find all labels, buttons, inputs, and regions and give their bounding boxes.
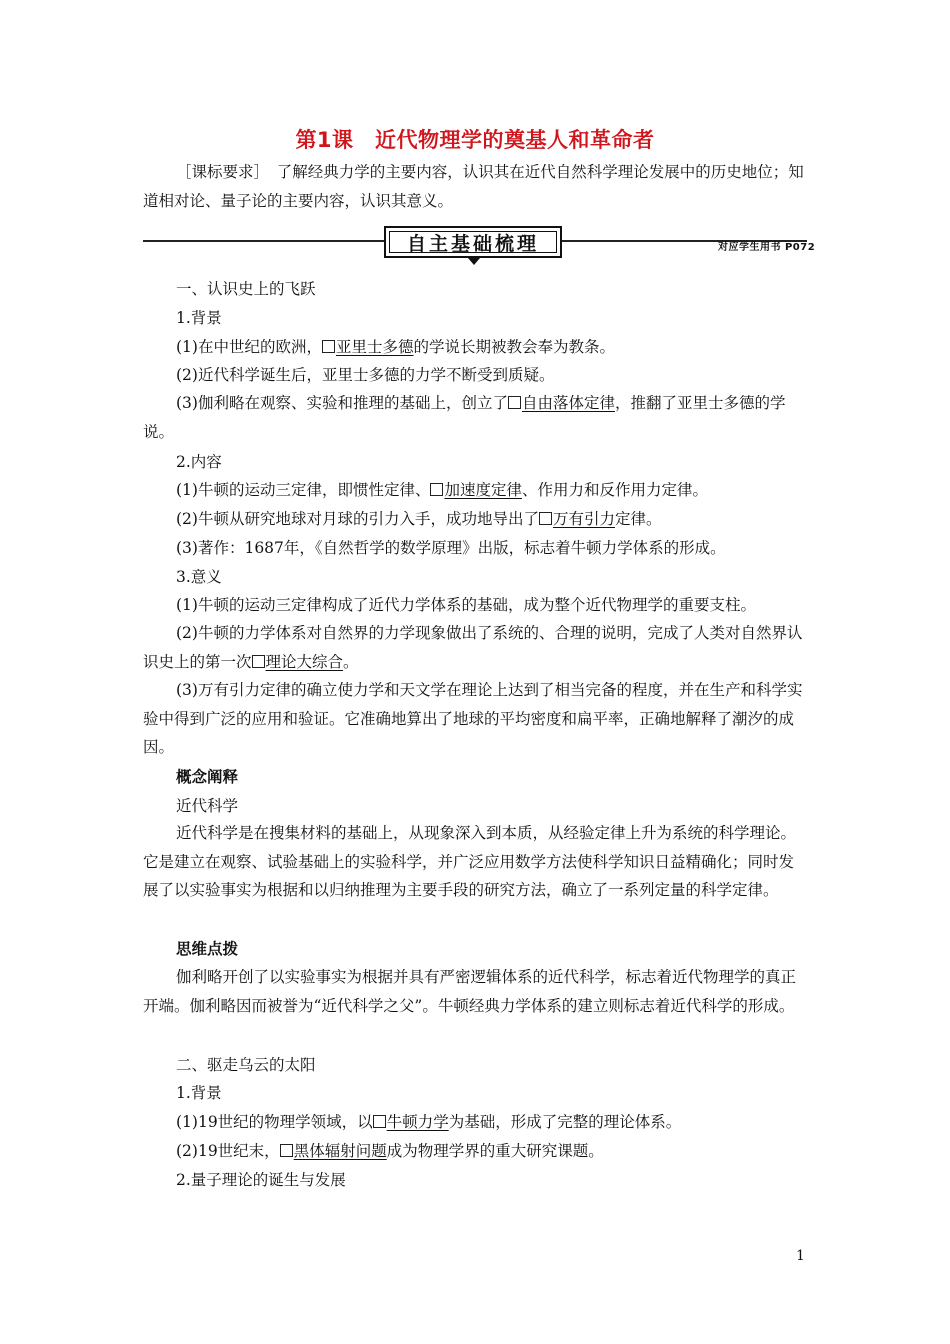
page-number: 1 — [796, 1248, 805, 1264]
blank-box-icon — [252, 655, 265, 668]
concept-heading: 概念阐释 — [176, 768, 239, 786]
section-banner — [384, 226, 562, 258]
answer-blank: 黑体辐射问题 — [293, 1142, 387, 1160]
textbook-reference: 对应学生用书 P072 — [718, 242, 816, 253]
answer-blank: 亚里士多德 — [335, 338, 414, 356]
curriculum-standard: ［课标要求］ 了解经典力学的主要内容，认识其在近代自然科学理论发展中的历史地位；知道相对论、量子论的主要内容，认识其意义。 — [143, 163, 804, 210]
answer-blank: 理论大综合 — [265, 652, 344, 671]
blank-box-icon — [322, 340, 335, 353]
subheading: 2.量子理论的诞生与发展 — [176, 1171, 346, 1189]
list-item: (3)万有引力定律的确立使力学和天文学在理论上达到了相当完备的程度，并在生产和科学实验中得到广泛的应用和验证。它准确地算出了地球的平均密度和扁平率，正确地解释了潮汐的成因。 — [143, 681, 803, 756]
blank-box-icon — [280, 1144, 293, 1157]
section-heading: 一、认识史上的飞跃 — [176, 280, 316, 298]
subheading: 1.背景 — [176, 309, 222, 327]
section-banner-label: 自主基础梳理 — [389, 231, 557, 253]
list-item: (3)著作：1687年，《自然哲学的数学原理》出版，标志着牛顿力学体系的形成。 — [176, 539, 726, 557]
list-item: (1)19世纪的物理学领域，以 牛顿力学为基础，形成了完整的理论体系。 — [176, 1113, 682, 1131]
answer-blank: 加速度定律 — [444, 481, 522, 499]
list-item: (2)牛顿从研究地球对月球的引力入手，成功地导出了 万有引力定律。 — [176, 510, 662, 528]
subheading: 1.背景 — [176, 1084, 222, 1102]
banner-pointer-icon — [468, 258, 480, 265]
answer-blank: 万有引力 — [552, 510, 615, 528]
subheading: 2.内容 — [176, 453, 222, 471]
list-item: (1)在中世纪的欧洲， 亚里士多德的学说长期被教会奉为教条。 — [176, 338, 615, 356]
list-item: (3)伽利略在观察、实验和推理的基础上，创立了 自由落体定律，推翻了亚里士多德的学说。 — [143, 394, 786, 441]
list-item: (1)牛顿的运动三定律，即惯性定律、 加速度定律、作用力和反作用力定律。 — [176, 481, 708, 499]
list-item: (1)牛顿的运动三定律构成了近代力学体系的基础，成为整个近代物理学的重要支柱。 — [176, 596, 756, 614]
answer-blank: 牛顿力学 — [386, 1113, 449, 1131]
section-heading: 二、驱走乌云的太阳 — [176, 1056, 316, 1074]
thinking-text: 伽利略开创了以实验事实为根据并具有严密逻辑体系的近代科学，标志着近代物理学的真正开端。伽利略因而被誉为“近代科学之父”。牛顿经典力学体系的建立则标志着近代科学的形成。 — [143, 968, 797, 1015]
blank-box-icon — [430, 483, 443, 496]
list-item: (2)牛顿的力学体系对自然界的力学现象做出了系统的、合理的说明，完成了人类对自然界认识史上的第一次 理论大综合。 — [143, 624, 803, 671]
thinking-heading: 思维点拨 — [176, 940, 239, 958]
lesson-title: 第1课 近代物理学的奠基人和革命者 — [295, 128, 655, 152]
banner-rule-left — [143, 240, 384, 242]
subheading: 3.意义 — [176, 568, 222, 586]
blank-box-icon — [508, 396, 521, 409]
list-item: (2)近代科学诞生后，亚里士多德的力学不断受到质疑。 — [176, 366, 555, 384]
answer-blank: 自由落体定律 — [521, 394, 615, 412]
concept-term: 近代科学 — [176, 797, 239, 815]
list-item: (2)19世纪末， 黑体辐射问题成为物理学界的重大研究课题。 — [176, 1142, 604, 1160]
blank-box-icon — [539, 512, 552, 525]
blank-box-icon — [373, 1115, 386, 1128]
concept-text: 近代科学是在搜集材料的基础上，从现象深入到本质，从经验定律上升为系统的科学理论。它是建立在观察、试验基础上的实验科学，并广泛应用数学方法使科学知识日益精确化；同时发展了以实验事实为根据和以归纳推理为主要手段的研究方法，确立了一系列定量的科学定律。 — [143, 824, 797, 899]
